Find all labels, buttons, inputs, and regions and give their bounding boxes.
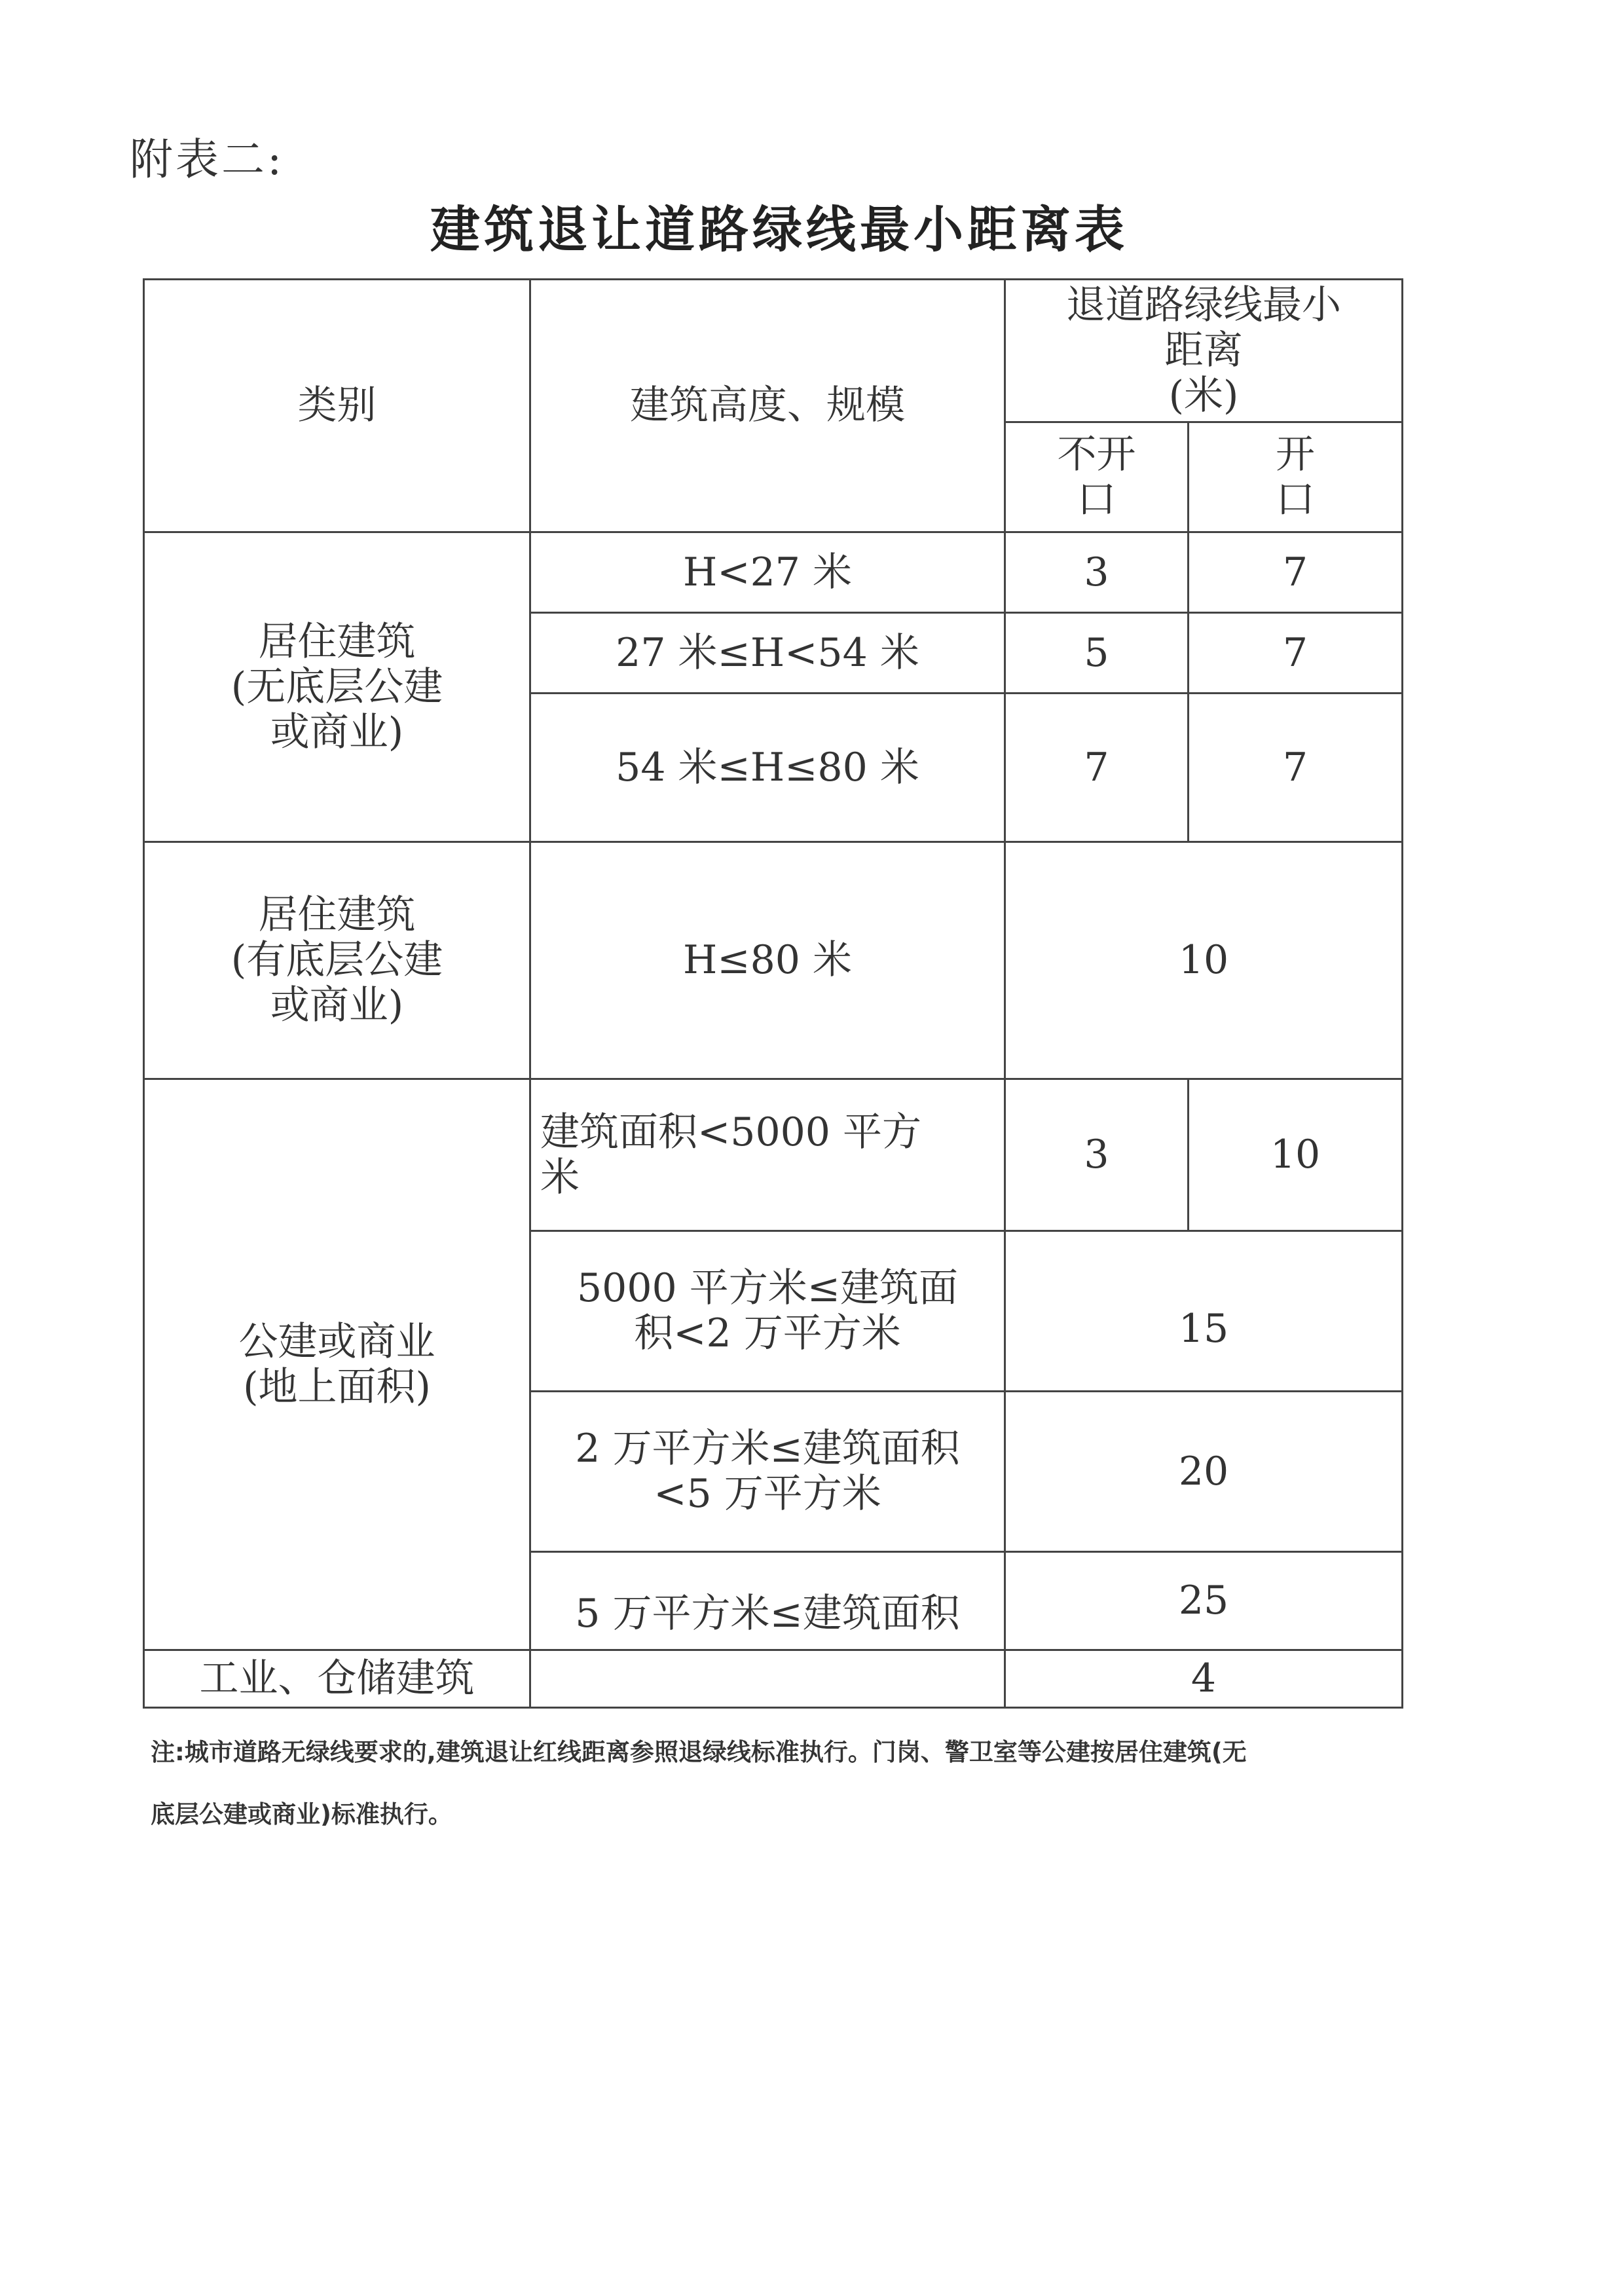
setback-distance-table	[143, 278, 1403, 1709]
header-no-opening: 不开 口	[1005, 422, 1189, 532]
header-setback-unit: (米)	[1168, 373, 1239, 418]
table-row	[144, 1079, 1403, 1231]
footnote	[151, 1721, 1411, 1845]
header-setback-group	[1005, 280, 1403, 422]
scale-cell	[530, 1650, 1005, 1708]
footnote-line1: 注:城市道路无绿线要求的,建筑退让红线距离参照退绿线标准执行。门岗、警卫室等公建按居住建筑(无	[151, 1738, 1247, 1766]
no-opening-value: 5	[1005, 613, 1189, 694]
document-title: 建筑退让道路绿线最小距离表	[430, 200, 1128, 259]
no-opening-value: 3	[1005, 1079, 1189, 1231]
table-header-row	[144, 280, 1403, 422]
category-residential-with-podium: 居住建筑 (有底层公建 或商业)	[144, 842, 530, 1079]
table-row	[144, 842, 1403, 1079]
header-setback-line1: 退道路绿线最小	[1066, 282, 1341, 328]
appendix-label: 附表二:	[130, 134, 285, 185]
setback-value: 20	[1005, 1392, 1403, 1552]
table-row	[144, 532, 1403, 613]
setback-value: 10	[1005, 842, 1403, 1079]
setback-value: 25	[1005, 1552, 1403, 1650]
header-category: 类别	[144, 280, 530, 532]
header-height-scale: 建筑高度、规模	[530, 280, 1005, 532]
opening-value: 10	[1189, 1079, 1403, 1231]
table-row	[144, 1650, 1403, 1708]
scale-cell: H≤80 米	[530, 842, 1005, 1079]
scale-cell: 54 米≤H≤80 米	[530, 694, 1005, 842]
scale-cell: H<27 米	[530, 532, 1005, 613]
footnote-line2: 底层公建或商业)标准执行。	[151, 1800, 452, 1828]
scale-cell: 建筑面积<5000 平方 米	[530, 1079, 1005, 1231]
category-public-commercial: 公建或商业 (地上面积)	[144, 1079, 530, 1650]
scale-cell: 2 万平方米≤建筑面积 <5 万平方米	[530, 1392, 1005, 1552]
setback-value: 15	[1005, 1231, 1403, 1392]
scale-cell: 27 米≤H<54 米	[530, 613, 1005, 694]
opening-value: 7	[1189, 613, 1403, 694]
category-industrial: 工业、仓储建筑	[144, 1650, 530, 1708]
opening-value: 7	[1189, 532, 1403, 613]
header-opening: 开 口	[1189, 422, 1403, 532]
no-opening-value: 7	[1005, 694, 1189, 842]
no-opening-value: 3	[1005, 532, 1189, 613]
scale-cell: 5 万平方米≤建筑面积	[530, 1552, 1005, 1650]
scale-cell: 5000 平方米≤建筑面 积<2 万平方米	[530, 1231, 1005, 1392]
category-residential-no-podium: 居住建筑 (无底层公建 或商业)	[144, 532, 530, 842]
header-setback-line2: 距离	[1164, 327, 1243, 373]
opening-value: 7	[1189, 694, 1403, 842]
setback-value: 4	[1005, 1650, 1403, 1708]
